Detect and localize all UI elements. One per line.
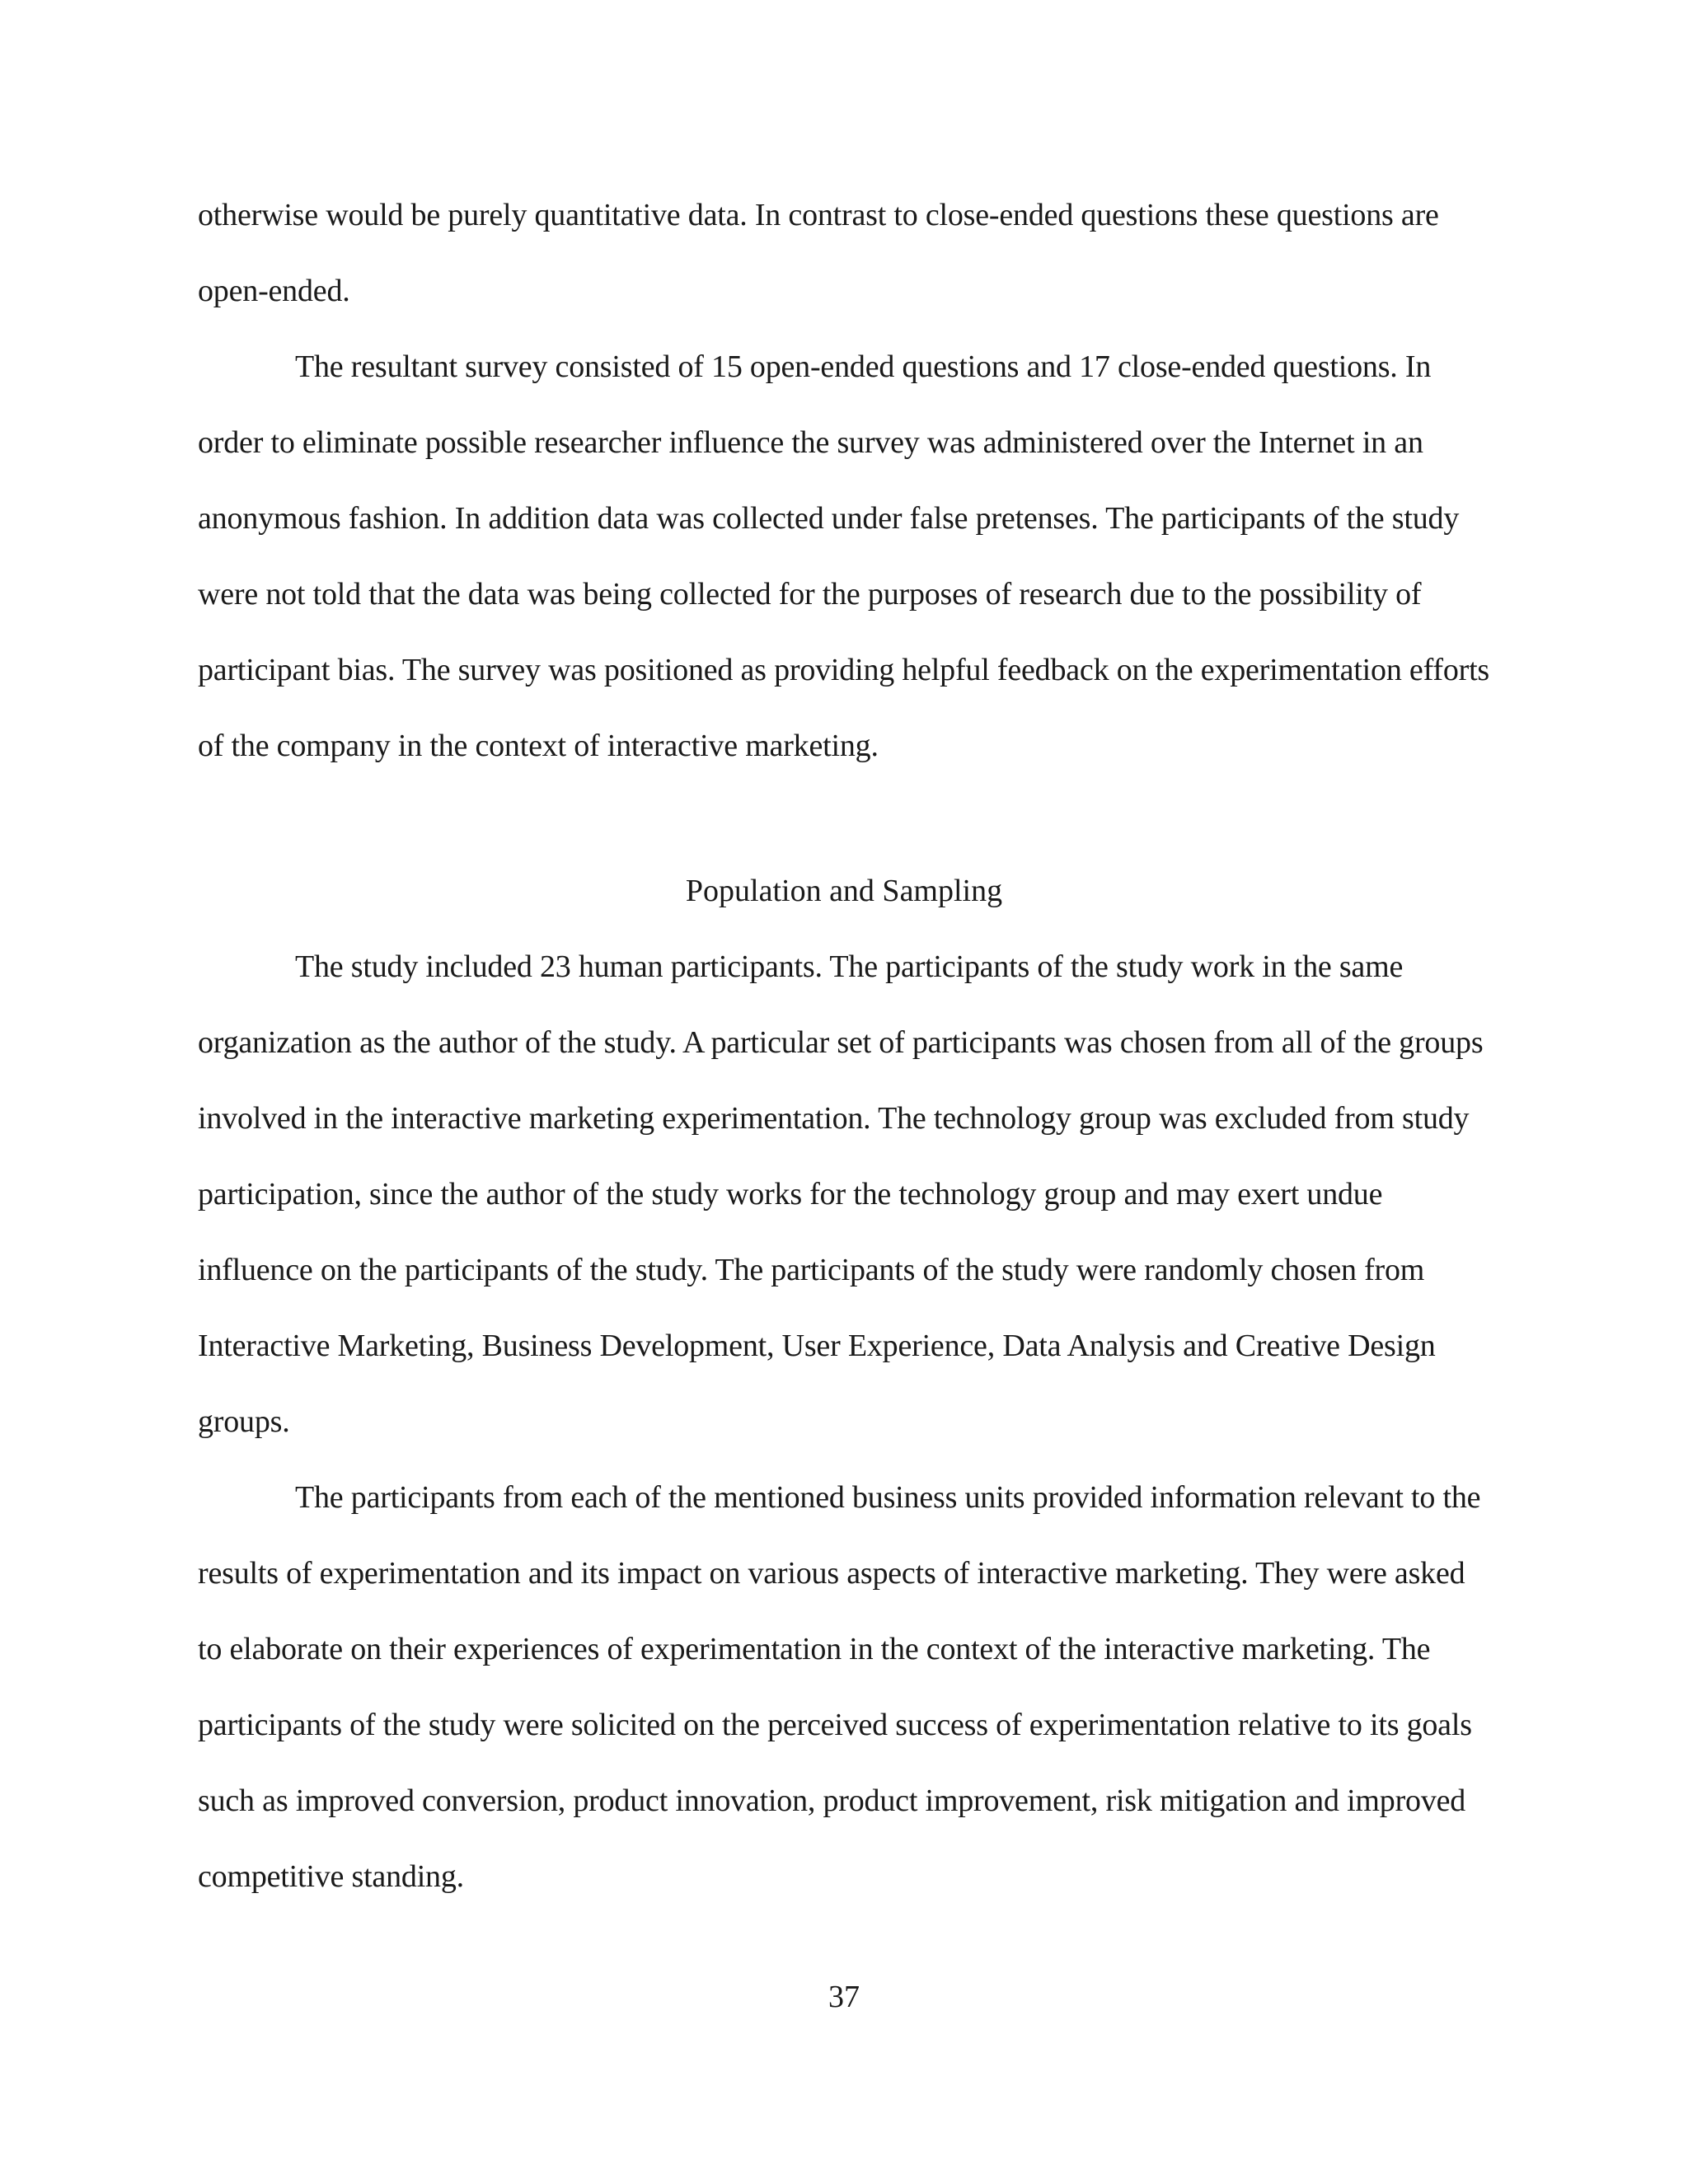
paragraph-participants: The study included 23 human participants. The participants of the study work in the same organization as the author of the study. A particular set of participants was chosen from all of the groups involved in the interactive marketing experimentation. The technology group was excluded from study participation, since the author of the study works for the technology group and may exert undue influence on the participants of the study. The participants of the study were randomly chosen from Interactive Marketing, Business Development, User Experience, Data Analysis and Creative Design groups. xyxy=(198,949,1484,1439)
paragraph-continuation: otherwise would be purely quantitative data. In contrast to close-ended questions these questions are open-ended. xyxy=(198,198,1439,308)
body-text-top xyxy=(198,177,1490,784)
page-number: 37 xyxy=(828,1980,860,2014)
paragraph-survey: The resultant survey consisted of 15 open-ended questions and 17 close-ended questions. In order to eliminate possible researcher influence the survey was administered over the Internet in an anonymous fashion. In addition data was collected under false pretenses. The participants of the study were not told that the data was being collected for the purposes of research due to the possibility of participant bias. The survey was positioned as providing helpful feedback on the experimentation efforts of the company in the context of interactive marketing. xyxy=(198,349,1490,763)
paragraph-business-units: The participants from each of the mentioned business units provided information relevant to the results of experimentation and its impact on various aspects of interactive marketing. They were asked to elaborate on their experiences of experimentation in the context of the interactive marketing. The participants of the study were solicited on the perceived success of experimentation relative to its goals such as improved conversion, product innovation, product improvement, risk mitigation and improved competitive standing. xyxy=(198,1480,1481,1894)
section-heading: Population and Sampling xyxy=(685,874,1003,908)
body-text-bottom xyxy=(198,929,1490,1915)
